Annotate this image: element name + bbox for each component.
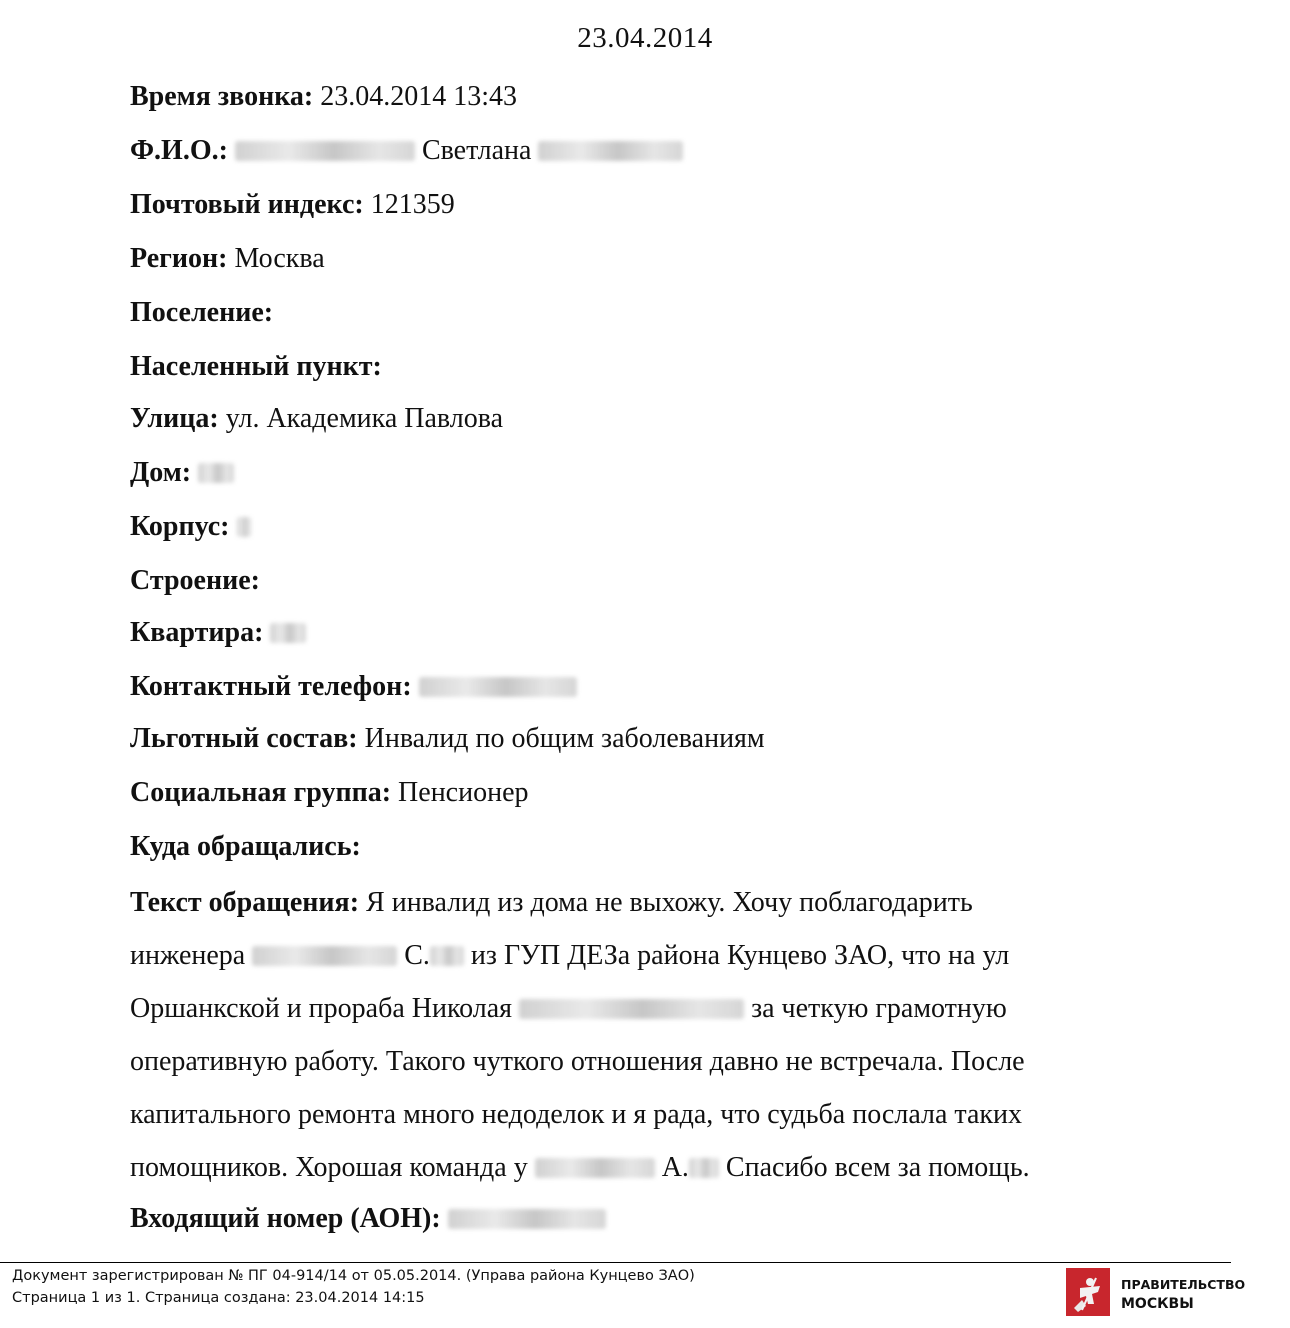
apartment-row xyxy=(130,616,306,650)
redacted-team-lead-initial xyxy=(689,1158,719,1178)
appeal-line-6a: помощников. Хорошая команда у xyxy=(130,1152,528,1183)
call-time-label: Время звонка: xyxy=(130,81,314,112)
redacted-apartment xyxy=(270,623,306,643)
document-date: 23.04.2014 xyxy=(577,22,713,54)
structure-row xyxy=(130,564,260,598)
social-group-label: Социальная группа: xyxy=(130,777,392,808)
redacted-building xyxy=(237,517,251,537)
house-label: Дом: xyxy=(130,457,192,488)
benefit-row xyxy=(130,722,765,756)
call-time-value: 23.04.2014 13:43 xyxy=(320,81,518,112)
benefit-label: Льготный состав: xyxy=(130,723,358,754)
moscow-coat-of-arms-icon xyxy=(1066,1268,1110,1316)
appeal-line-6c: Спасибо всем за помощь. xyxy=(725,1152,1030,1183)
settlement-row xyxy=(130,296,273,330)
phone-row xyxy=(130,670,577,704)
appeal-text xyxy=(130,876,1170,1194)
footer-registration: Документ зарегистрирован № ПГ 04-914/14 от 05.05.2014. (Управа района Кунцево ЗАО) xyxy=(12,1268,695,1284)
footer-page-info: Страница 1 из 1. Страница создана: 23.04.2014 14:15 xyxy=(12,1290,425,1306)
social-group-row xyxy=(130,776,529,810)
appeal-text-label: Текст обращения: xyxy=(130,887,360,918)
redacted-surname xyxy=(235,141,415,161)
locality-row xyxy=(130,350,382,384)
fio-row xyxy=(130,134,683,168)
brand-line-1: ПРАВИТЕЛЬСТВО xyxy=(1121,1277,1246,1292)
postal-code-value: 121359 xyxy=(370,189,455,220)
appeal-line-1: Я инвалид из дома не выхожу. Хочу поблагодарить xyxy=(366,887,973,918)
redacted-team-lead-name xyxy=(535,1158,655,1178)
street-row xyxy=(130,402,503,436)
redacted-engineer-initial xyxy=(430,946,464,966)
redacted-patronymic xyxy=(538,141,683,161)
appeal-line-2b: С. xyxy=(404,940,430,971)
postal-code-row xyxy=(130,188,455,222)
street-label: Улица: xyxy=(130,403,219,434)
settlement-label: Поселение: xyxy=(130,297,274,328)
appeal-line-2a: инженера xyxy=(130,940,246,971)
apartment-label: Квартира: xyxy=(130,617,264,648)
building-label: Корпус: xyxy=(130,511,230,542)
house-row xyxy=(130,456,234,490)
incoming-number-label: Входящий номер (АОН): xyxy=(130,1203,441,1234)
phone-label: Контактный телефон: xyxy=(130,671,412,702)
postal-code-label: Почтовый индекс: xyxy=(130,189,364,220)
call-time-row xyxy=(130,80,517,114)
appeal-line-5: капитального ремонта много недоделок и я рада, что судьба послала таких xyxy=(130,1099,1022,1130)
contacted-row xyxy=(130,830,361,864)
footer-divider xyxy=(0,1262,1231,1263)
region-label: Регион: xyxy=(130,243,228,274)
locality-label: Населенный пункт: xyxy=(130,351,382,382)
building-row xyxy=(130,510,251,544)
appeal-line-6b: А. xyxy=(661,1152,689,1183)
redacted-foreman-name xyxy=(519,999,744,1019)
contacted-label: Куда обращались: xyxy=(130,831,361,862)
fio-label: Ф.И.О.: xyxy=(130,135,228,166)
redacted-house xyxy=(198,463,234,483)
incoming-number-row xyxy=(130,1202,606,1236)
redacted-incoming-number xyxy=(448,1209,606,1229)
appeal-line-3a: Оршанкской и прораба Николая xyxy=(130,993,513,1024)
appeal-line-3b: за четкую грамотную xyxy=(751,993,1007,1024)
region-value: Москва xyxy=(234,243,325,274)
appeal-line-2c: из ГУП ДЕЗа района Кунцево ЗАО, что на ул xyxy=(470,940,1010,971)
appeal-line-4: оперативную работу. Такого чуткого отношения давно не встречала. После xyxy=(130,1046,1025,1077)
social-group-value: Пенсионер xyxy=(398,777,529,808)
structure-label: Строение: xyxy=(130,565,260,596)
brand-line-2: МОСКВЫ xyxy=(1121,1296,1194,1312)
region-row xyxy=(130,242,325,276)
redacted-phone xyxy=(419,677,577,697)
street-value: ул. Академика Павлова xyxy=(225,403,504,434)
benefit-value: Инвалид по общим заболеваниям xyxy=(364,723,765,754)
fio-value: Светлана xyxy=(421,135,532,166)
redacted-engineer-name xyxy=(252,946,397,966)
